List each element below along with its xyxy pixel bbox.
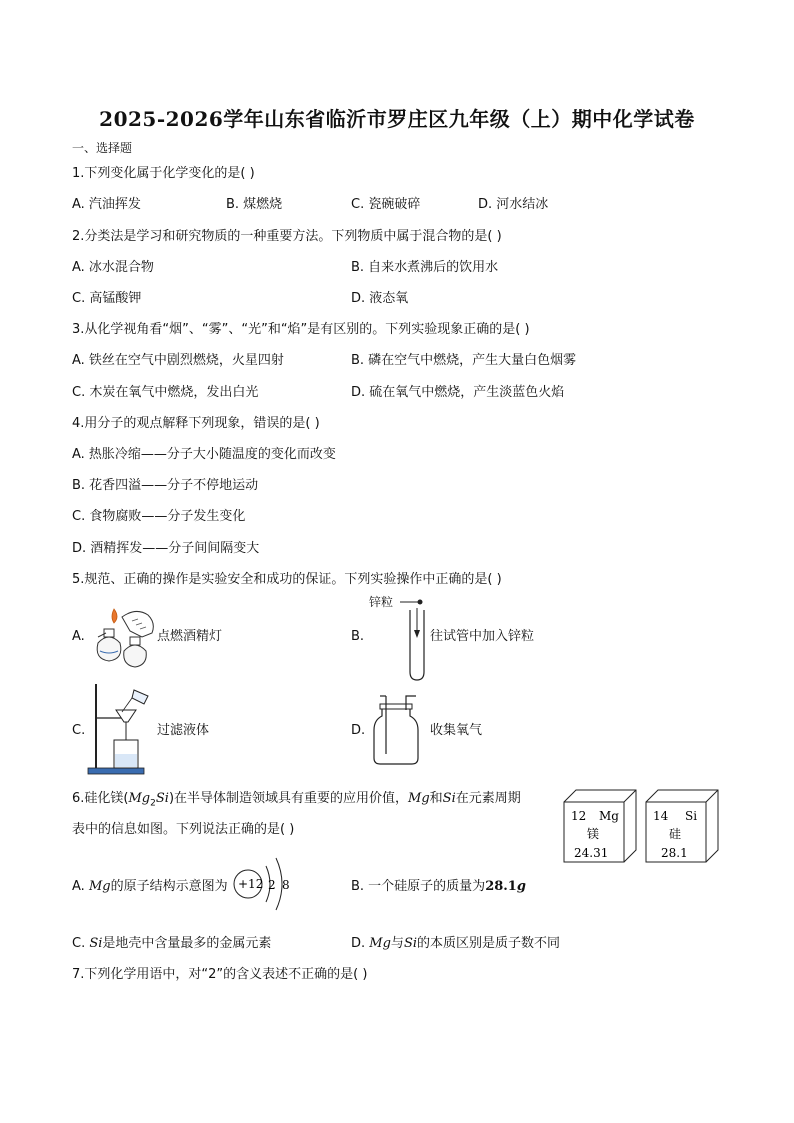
q5-option-c-text: 过滤液体 — [157, 723, 210, 738]
question-4-stem: 4.用分子的观点解释下列现象，错误的是( ) — [72, 416, 320, 431]
q5-option-b-letter[interactable]: B. — [351, 629, 365, 644]
q4-option-d[interactable]: D. 酒精挥发——分子间间隔变大 — [72, 541, 260, 556]
q1-option-b[interactable]: B. 煤燃烧 — [226, 197, 283, 212]
q5-option-b-text: 往试管中加入锌粒 — [430, 629, 535, 644]
q3-option-b[interactable]: B. 磷在空气中燃烧，产生大量白色烟雾 — [351, 353, 577, 368]
zinc-granule-label: 锌粒 — [369, 595, 394, 609]
gas-collection-bottle-icon — [368, 694, 424, 766]
si-name: 硅 — [669, 827, 682, 841]
q2-option-a[interactable]: A. 冰水混合物 — [72, 260, 154, 275]
alcohol-lamp-lighting-icon — [84, 603, 160, 671]
mg-symbol: Mg — [599, 809, 619, 823]
question-5-stem: 5.规范、正确的操作是实验安全和成功的保证。下列实验操作中正确的是( ) — [72, 572, 502, 587]
question-6-stem-line-1: 6.硅化镁$(Mg_2Si)$在半导体制造领域具有重要的应用价值，Mg和Si在元素周期 — [72, 791, 521, 809]
q4-option-b[interactable]: B. 花香四溢——分子不停地运动 — [72, 478, 259, 493]
si-atomic-number: 14 — [653, 809, 669, 823]
element-card-mg — [563, 789, 639, 863]
mg-atomic-mass: 24.31 — [574, 846, 609, 860]
si-symbol: Si — [685, 809, 698, 823]
q2-option-c[interactable]: C. 高锰酸钾 — [72, 291, 142, 306]
section-heading: 一、选择题 — [72, 141, 133, 155]
filtration-apparatus-icon — [86, 682, 152, 776]
q3-option-d[interactable]: D. 硫在氧气中燃烧，产生淡蓝色火焰 — [351, 385, 565, 400]
q3-option-c[interactable]: C. 木炭在氧气中燃烧，发出白光 — [72, 385, 259, 400]
q1-option-a[interactable]: A. 汽油挥发 — [72, 197, 141, 212]
q5-option-c-letter[interactable]: C. — [72, 723, 86, 738]
svg-text:8: 8 — [282, 878, 290, 892]
mg-atom-structure-diagram — [232, 852, 302, 916]
q1-option-d[interactable]: D. 河水结冰 — [478, 197, 549, 212]
mg-atomic-number: 12 — [571, 809, 587, 823]
q4-option-c[interactable]: C. 食物腐败——分子发生变化 — [72, 509, 246, 524]
svg-text:2: 2 — [268, 878, 276, 892]
svg-text:+12: +12 — [238, 877, 264, 891]
mg-name: 镁 — [587, 827, 600, 841]
q5-option-d-letter[interactable]: D. — [351, 723, 366, 738]
q4-option-a[interactable]: A. 热胀冷缩——分子大小随温度的变化而改变 — [72, 447, 336, 462]
q5-option-d-text: 收集氧气 — [430, 723, 483, 738]
question-3-stem: 3.从化学视角看“烟”、“雾”、“光”和“焰”是有区别的。下列实验现象正确的是( ) — [72, 322, 530, 337]
question-6-stem-line-2: 表中的信息如图。下列说法正确的是( ) — [72, 822, 295, 837]
question-2-stem: 2.分类法是学习和研究物质的一种重要方法。下列物质中属于混合物的是( ) — [72, 229, 502, 244]
q6-option-d[interactable]: D. Mg与Si的本质区别是质子数不同 — [351, 936, 561, 951]
q5-option-a-letter[interactable]: A. — [72, 629, 85, 644]
q6-option-c[interactable]: C. Si是地壳中含量最多的金属元素 — [72, 936, 272, 951]
si-atomic-mass: 28.1 — [661, 846, 688, 860]
q6-option-b[interactable]: B. 一个硅原子的质量为28.1g — [351, 879, 526, 894]
q2-option-d[interactable]: D. 液态氧 — [351, 291, 409, 306]
q3-option-a[interactable]: A. 铁丝在空气中剧烈燃烧，火星四射 — [72, 353, 284, 368]
element-card-si — [645, 789, 721, 863]
q1-option-c[interactable]: C. 瓷碗破碎 — [351, 197, 421, 212]
question-1-stem: 1.下列变化属于化学变化的是( ) — [72, 166, 255, 181]
question-7-stem: 7.下列化学用语中，对“2”的含义表述不正确的是( ) — [72, 967, 368, 982]
exam-title: 2025-2026学年山东省临沂市罗庄区九年级（上）期中化学试卷 — [99, 107, 695, 131]
q5-option-a-text: 点燃酒精灯 — [157, 629, 223, 644]
test-tube-zinc-icon — [398, 594, 432, 682]
q2-option-b[interactable]: B. 自来水煮沸后的饮用水 — [351, 260, 499, 275]
q6-option-a[interactable]: A. Mg的原子结构示意图为 — [72, 879, 228, 894]
